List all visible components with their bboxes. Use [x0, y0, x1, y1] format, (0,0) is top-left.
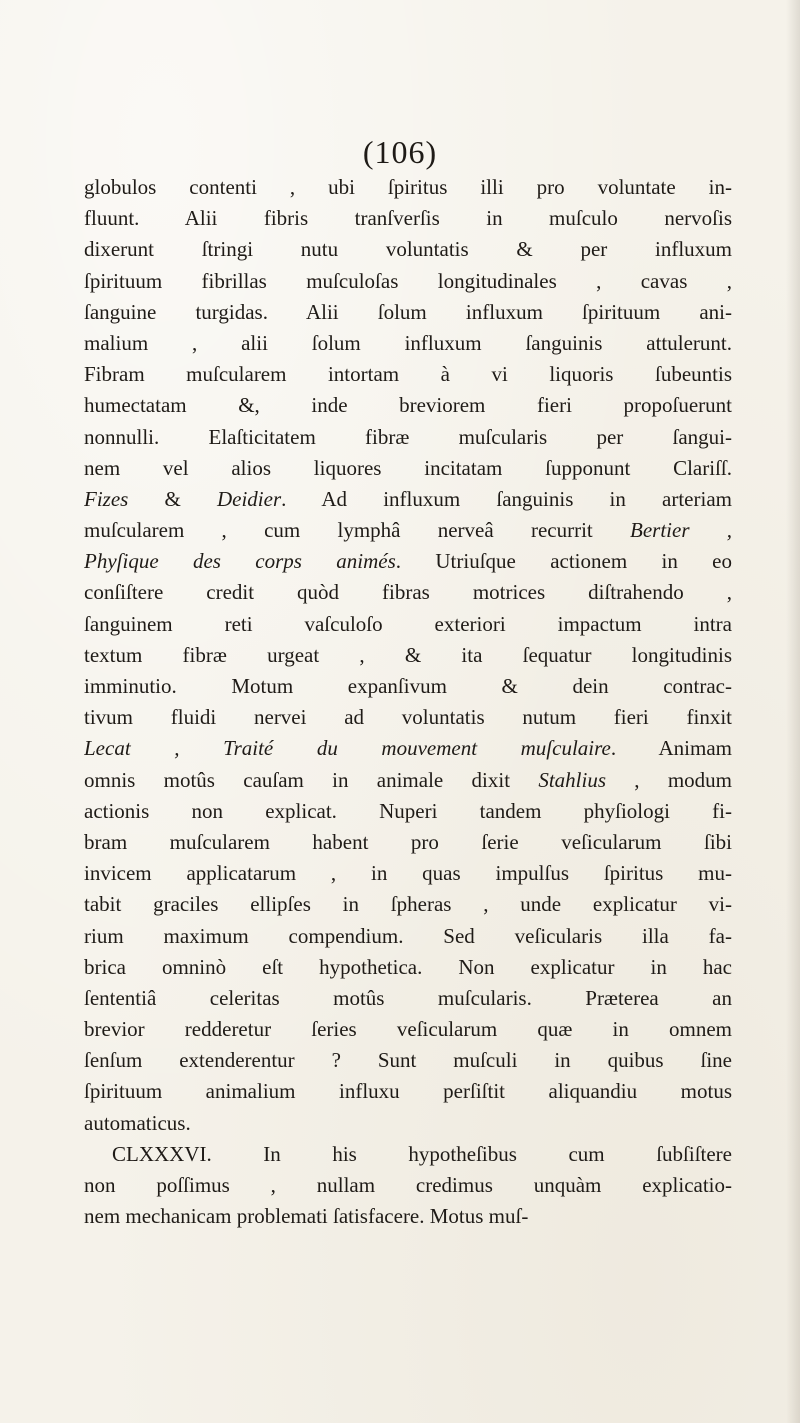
text-segment: imminutio. Motum expanſivum & dein contrac- — [84, 674, 732, 698]
text-segment: tabit graciles ellipſes in ſpheras , unde explicatur vi- — [84, 892, 732, 917]
text-line — [84, 1108, 732, 1139]
text-segment: , modum — [606, 767, 732, 792]
text-line — [84, 796, 732, 827]
body-text — [84, 172, 732, 1232]
text-segment: textum fibræ urgeat , & ita ſequatur longitudinis — [84, 642, 732, 667]
text-line — [84, 422, 732, 453]
text-segment: non poſſimus , nullam credimus unquàm explicatio- — [84, 1173, 732, 1197]
text-segment: humectatam &, inde breviorem fieri propoſuerunt — [84, 393, 732, 418]
text-segment: globulos contenti , ubi ſpiritus illi pro voluntate in- — [84, 175, 732, 199]
text-line — [84, 203, 732, 234]
text-line — [84, 453, 732, 484]
text-segment: fluunt. Alii fibris tranſverſis in muſculo nervoſis — [84, 206, 732, 231]
text-segment: actionis non explicat. Nuperi tandem phyſiologi fi- — [84, 798, 732, 823]
page-edge-shadow — [786, 0, 800, 1423]
text-line — [84, 858, 732, 889]
text-segment: conſiſtere credit quòd fibras motrices diſtrahendo , — [84, 580, 732, 605]
text-line — [84, 827, 732, 858]
italic-text-segment: Lecat , Traité du mouvement muſculaire — [84, 736, 611, 761]
text-segment: rium maximum compendium. Sed veſicularis illa fa- — [84, 923, 732, 948]
text-line — [84, 297, 732, 328]
text-line — [84, 702, 732, 733]
text-line — [84, 640, 732, 671]
text-segment: ſanguinem reti vaſculoſo exteriori impactum intra — [84, 611, 732, 636]
italic-text-segment: Fizes — [84, 486, 129, 511]
text-line — [84, 671, 732, 702]
text-line — [84, 952, 732, 983]
text-segment: ſpirituum animalium influxu perſiſtit aliquandiu motus — [84, 1079, 732, 1104]
text-segment: nonnulli. Elaſticitatem fibræ muſcularis per ſangui- — [84, 424, 732, 449]
text-segment: ſpirituum fibrillas muſculoſas longitudinales , cavas , — [84, 268, 732, 293]
text-line — [84, 1076, 732, 1107]
text-segment: tivum fluidi nervei ad voluntatis nutum fieri finxit — [84, 705, 732, 730]
text-segment: dixerunt ſtringi nutu voluntatis & per influxum — [84, 237, 732, 262]
text-segment: ſanguine turgidas. Alii ſolum influxum ſpirituum ani- — [84, 299, 732, 324]
text-line — [84, 484, 732, 515]
text-segment: malium , alii ſolum influxum ſanguinis attulerunt. — [84, 330, 732, 355]
text-line — [84, 765, 732, 796]
text-line — [84, 266, 732, 297]
text-segment: automaticus. — [84, 1110, 191, 1135]
text-line — [84, 1201, 732, 1232]
text-line — [84, 889, 732, 920]
text-segment: ſententiâ celeritas motûs muſcularis. Præterea an — [84, 985, 732, 1010]
text-line — [84, 1139, 732, 1170]
text-line — [84, 577, 732, 608]
text-line — [84, 234, 732, 265]
text-line — [84, 1014, 732, 1045]
text-line — [84, 359, 732, 390]
text-segment: nem mechanicam problemati ſatisfacere. Motus muſ- — [84, 1204, 529, 1229]
text-segment: . Utriuſque actionem in eo — [395, 549, 732, 574]
text-segment: CLXXXVI. In his hypotheſibus cum ſubſiſtere — [112, 1141, 732, 1166]
text-segment: ſenſum extenderentur ? Sunt muſculi in quibus ſine — [84, 1048, 732, 1073]
italic-text-segment: Deidier — [216, 486, 282, 511]
text-segment: . Animam — [610, 736, 732, 761]
text-segment: brica omninò eſt hypothetica. Non explicatur in hac — [84, 954, 732, 979]
text-segment: brevior redderetur ſeries veſicularum quæ in omnem — [84, 1017, 732, 1042]
text-line — [84, 390, 732, 421]
italic-text-segment: Bertier , — [630, 518, 732, 543]
text-line — [84, 733, 732, 764]
text-line — [84, 609, 732, 640]
text-line — [84, 172, 732, 203]
italic-text-segment: Phyſique des corps animés — [84, 549, 396, 574]
text-segment: bram muſcularem habent pro ſerie veſicularum ſibi — [84, 829, 732, 854]
text-segment: muſcularem , cum lymphâ nerveâ recurrit — [84, 518, 631, 543]
text-segment: nem vel alios liquores incitatam ſupponunt Clariſſ. — [84, 455, 732, 480]
text-segment: & — [128, 486, 217, 511]
text-segment: Fibram muſcularem intortam à vi liquoris ſubeuntis — [84, 362, 732, 387]
text-line — [84, 546, 732, 577]
italic-text-segment: Stahlius — [538, 767, 607, 792]
text-segment: . Ad influxum ſanguinis in arteriam — [281, 486, 732, 511]
text-line — [84, 1045, 732, 1076]
text-line — [84, 921, 732, 952]
text-line — [84, 983, 732, 1014]
text-line — [84, 515, 732, 546]
text-segment: invicem applicatarum , in quas impulſus ſpiritus mu- — [84, 861, 732, 886]
page-number: (106) — [362, 134, 438, 170]
text-line — [84, 328, 732, 359]
text-line — [84, 1170, 732, 1201]
text-segment: omnis motûs cauſam in animale dixit — [84, 767, 539, 792]
